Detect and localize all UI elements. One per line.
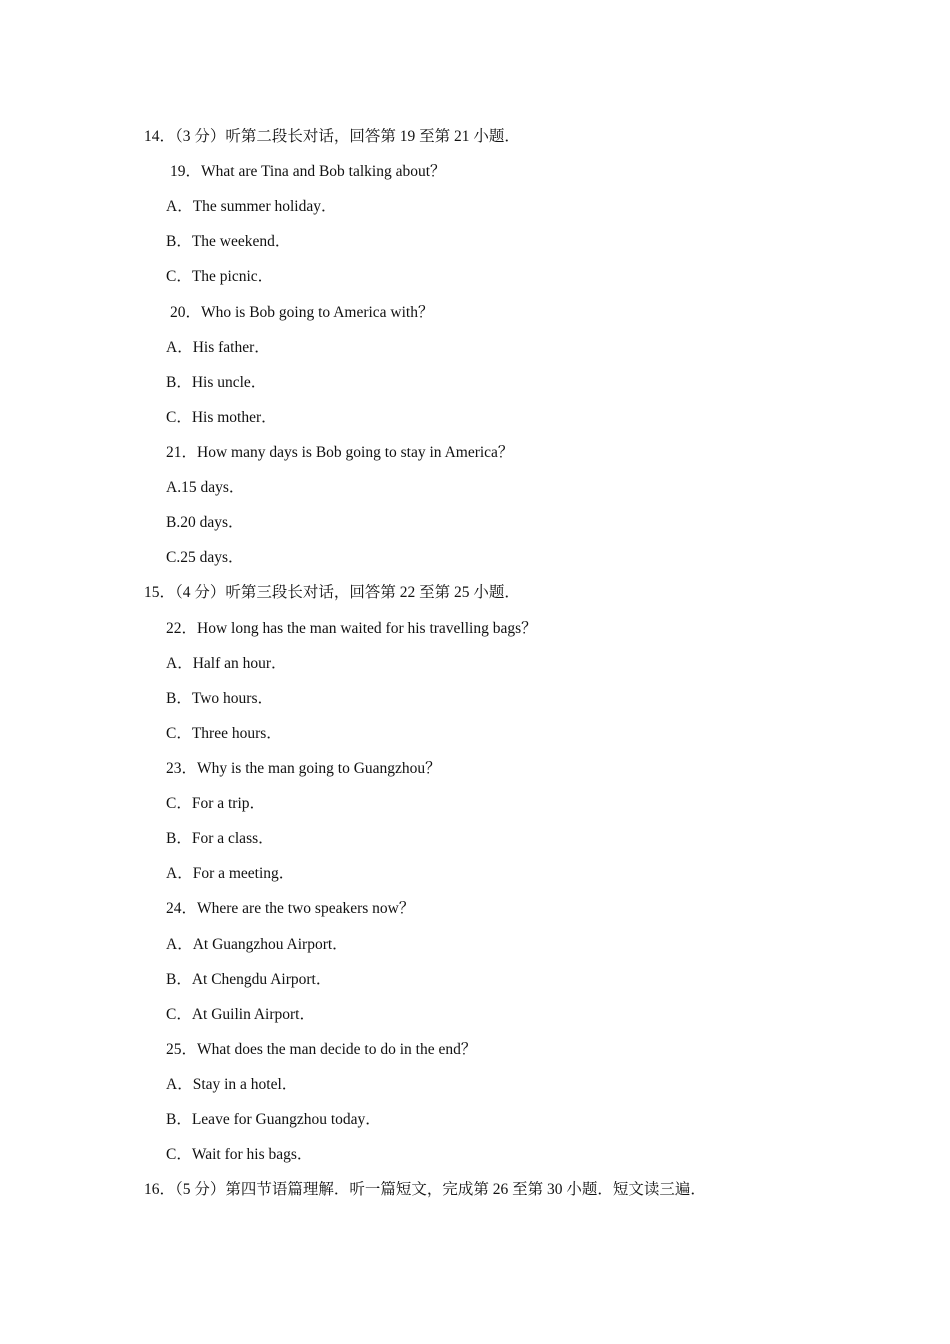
question-19-option-a: A．The summer holiday． bbox=[166, 198, 337, 215]
question-25-option-a: A．Stay in a hotel． bbox=[166, 1076, 298, 1093]
question-20-option-c: C．His mother． bbox=[166, 409, 277, 426]
question-24-option-c: C．At Guilin Airport． bbox=[166, 1006, 315, 1023]
question-23-option-3: A．For a meeting． bbox=[166, 865, 295, 882]
question-22-option-a: A．Half an hour． bbox=[166, 655, 287, 672]
question-25-stem: 25．What does the man decide to do in the end？ bbox=[166, 1041, 477, 1058]
section-header-14: 14．（3 分）听第二段长对话，回答第 19 至第 21 小题． bbox=[144, 128, 520, 145]
question-20-option-b: B．His uncle． bbox=[166, 374, 267, 391]
question-19-option-b: B．The weekend． bbox=[166, 233, 291, 250]
question-24-option-b: B．At Chengdu Airport． bbox=[166, 971, 332, 988]
question-23-stem: 23．Why is the man going to Guangzhou？ bbox=[166, 760, 441, 777]
question-19-stem: 19．What are Tina and Bob talking about？ bbox=[170, 163, 446, 180]
question-23-option-1: C．For a trip． bbox=[166, 795, 266, 812]
question-21-option-c: C.25 days． bbox=[166, 549, 244, 566]
question-25-option-b: B．Leave for Guangzhou today． bbox=[166, 1111, 381, 1128]
question-22-option-c: C．Three hours． bbox=[166, 725, 282, 742]
question-24-option-a: A．At Guangzhou Airport． bbox=[166, 936, 348, 953]
question-22-stem: 22．How long has the man waited for his travelling bags？ bbox=[166, 620, 537, 637]
question-23-option-2: B．For a class． bbox=[166, 830, 274, 847]
question-24-stem: 24．Where are the two speakers now？ bbox=[166, 900, 415, 917]
question-21-stem: 21．How many days is Bob going to stay in America？ bbox=[166, 444, 514, 461]
question-20-stem: 20．Who is Bob going to America with？ bbox=[170, 304, 434, 321]
question-21-option-b: B.20 days． bbox=[166, 514, 244, 531]
question-22-option-b: B．Two hours． bbox=[166, 690, 273, 707]
question-21-option-a: A.15 days． bbox=[166, 479, 245, 496]
section-header-16: 16．（5 分）第四节语篇理解．听一篇短文，完成第 26 至第 30 小题．短文读三遍． bbox=[144, 1181, 706, 1198]
question-20-option-a: A．His father． bbox=[166, 339, 270, 356]
question-19-option-c: C．The picnic． bbox=[166, 268, 274, 285]
question-25-option-c: C．Wait for his bags． bbox=[166, 1146, 313, 1163]
section-header-15: 15．（4 分）听第三段长对话，回答第 22 至第 25 小题． bbox=[144, 584, 520, 601]
